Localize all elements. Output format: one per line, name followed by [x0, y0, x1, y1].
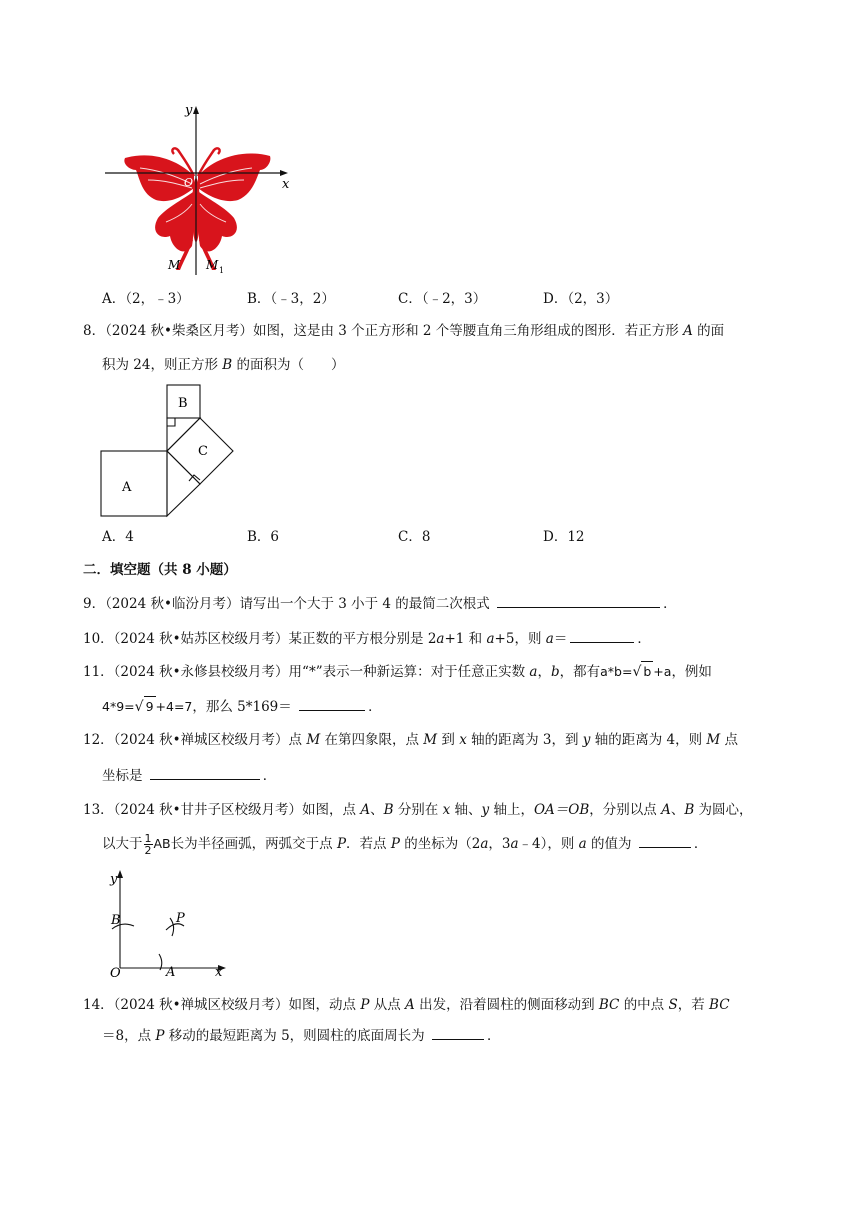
q14-stem-line1: 14．（2024 秋•禅城区校级月考）如图，动点 P 从点 A 出发，沿着圆柱的侧面移动到 BC 的中点 S，若 BC: [83, 997, 730, 1013]
q11-stem-line1: 11．（2024 秋•永修县校级月考）用“*”表示一种新运算：对于任意正实数 a，b，都有a*b=√ b +a，例如: [83, 661, 712, 682]
q13-stem-line1: 13．（2024 秋•甘井子区校级月考）如图，点 A、B 分别在 x 轴、y 轴上，OA＝OB，分别以点 A、B 为圆心，: [83, 802, 753, 818]
q13-x-label: x: [215, 965, 223, 980]
q13-p-label: P: [176, 911, 185, 926]
q9-stem: 9．（2024 秋•临汾月考）请写出一个大于 3 小于 4 的最简二次根式 ．: [83, 593, 677, 614]
q14-stem-line2: ＝8，点 P 移动的最短距离为 5，则圆柱的底面周长为 ．: [102, 1025, 500, 1046]
q8-option-c[interactable]: C．8: [398, 529, 431, 545]
q13-coordinate-figure: [100, 866, 235, 981]
q13-b-label: B: [111, 913, 121, 928]
q7-option-d[interactable]: D．（2，3）: [543, 291, 619, 307]
square-a: [101, 451, 167, 516]
q8-option-a[interactable]: A．4: [102, 529, 134, 545]
label-c: C: [198, 444, 208, 459]
q13-answer-blank[interactable]: [639, 833, 691, 848]
q11-formula: a*b=√ b +a: [600, 664, 671, 679]
q13-y-label: y: [110, 872, 118, 887]
triangle-upper: [167, 418, 200, 451]
q12-answer-blank[interactable]: [150, 765, 260, 780]
q9-answer-blank[interactable]: [497, 593, 660, 608]
origin-label: O: [184, 176, 194, 189]
q8-option-d[interactable]: D．12: [543, 529, 585, 545]
y-axis-label: y: [185, 103, 193, 118]
q7-option-b[interactable]: B．（﹣3，2）: [247, 291, 335, 307]
q12-stem-line1: 12．（2024 秋•禅城区校级月考）点 M 在第四象限，点 M 到 x 轴的距离为 3，到 y 轴的距离为 4，则 M 点: [83, 732, 739, 748]
q7-option-c[interactable]: C．（﹣2，3）: [398, 291, 487, 307]
q11-answer-blank[interactable]: [299, 696, 365, 711]
q10-stem: 10．（2024 秋•姑苏区校级月考）某正数的平方根分别是 2a+1 和 a+5，则 a＝ ．: [83, 628, 651, 649]
butterfly-shape: [124, 153, 270, 270]
triangle-lower: [167, 451, 200, 516]
q7-option-a[interactable]: A．（2，﹣3）: [102, 291, 190, 307]
label-a: A: [122, 480, 132, 495]
q8-option-b[interactable]: B．6: [247, 529, 280, 545]
q13-fraction: $\frac{1}{2}$: [144, 832, 152, 857]
q11-stem-line2: 4*9=√ 9 +4=7，那么 5*169＝ ．: [102, 696, 382, 717]
x-axis-label: x: [282, 177, 290, 192]
point-m1-subscript: 1: [219, 266, 225, 275]
q11-example: 4*9=√ 9 +4=7: [102, 699, 192, 714]
section-title-fill-in: 二．填空题（共 8 小题）: [83, 562, 237, 578]
q13-stem-line2: 以大于 $\frac{1}{2}$ AB长为半径画弧，两弧交于点 P．若点 P 的坐标为（2a，3a﹣4），则 a 的值为 ．: [102, 832, 708, 857]
q14-answer-blank[interactable]: [432, 1025, 484, 1040]
point-m-label: M: [168, 258, 181, 272]
q8-squares-figure: [98, 383, 238, 518]
point-m1-label: M: [206, 258, 219, 272]
q13-a-label: A: [166, 965, 176, 980]
q13-o-label: O: [110, 966, 121, 981]
label-b: B: [178, 396, 188, 411]
q8-stem-line2: 积为 24，则正方形 B 的面积为（ ）: [102, 357, 345, 373]
q8-stem-line1: 8．（2024 秋•柴桑区月考）如图，这是由 3 个正方形和 2 个等腰直角三角形组成的图形．若正方形 A 的面: [83, 323, 725, 339]
q10-answer-blank[interactable]: [570, 628, 634, 643]
butterfly-figure: [100, 100, 300, 280]
q12-stem-line2: 坐标是 ．: [102, 765, 276, 786]
